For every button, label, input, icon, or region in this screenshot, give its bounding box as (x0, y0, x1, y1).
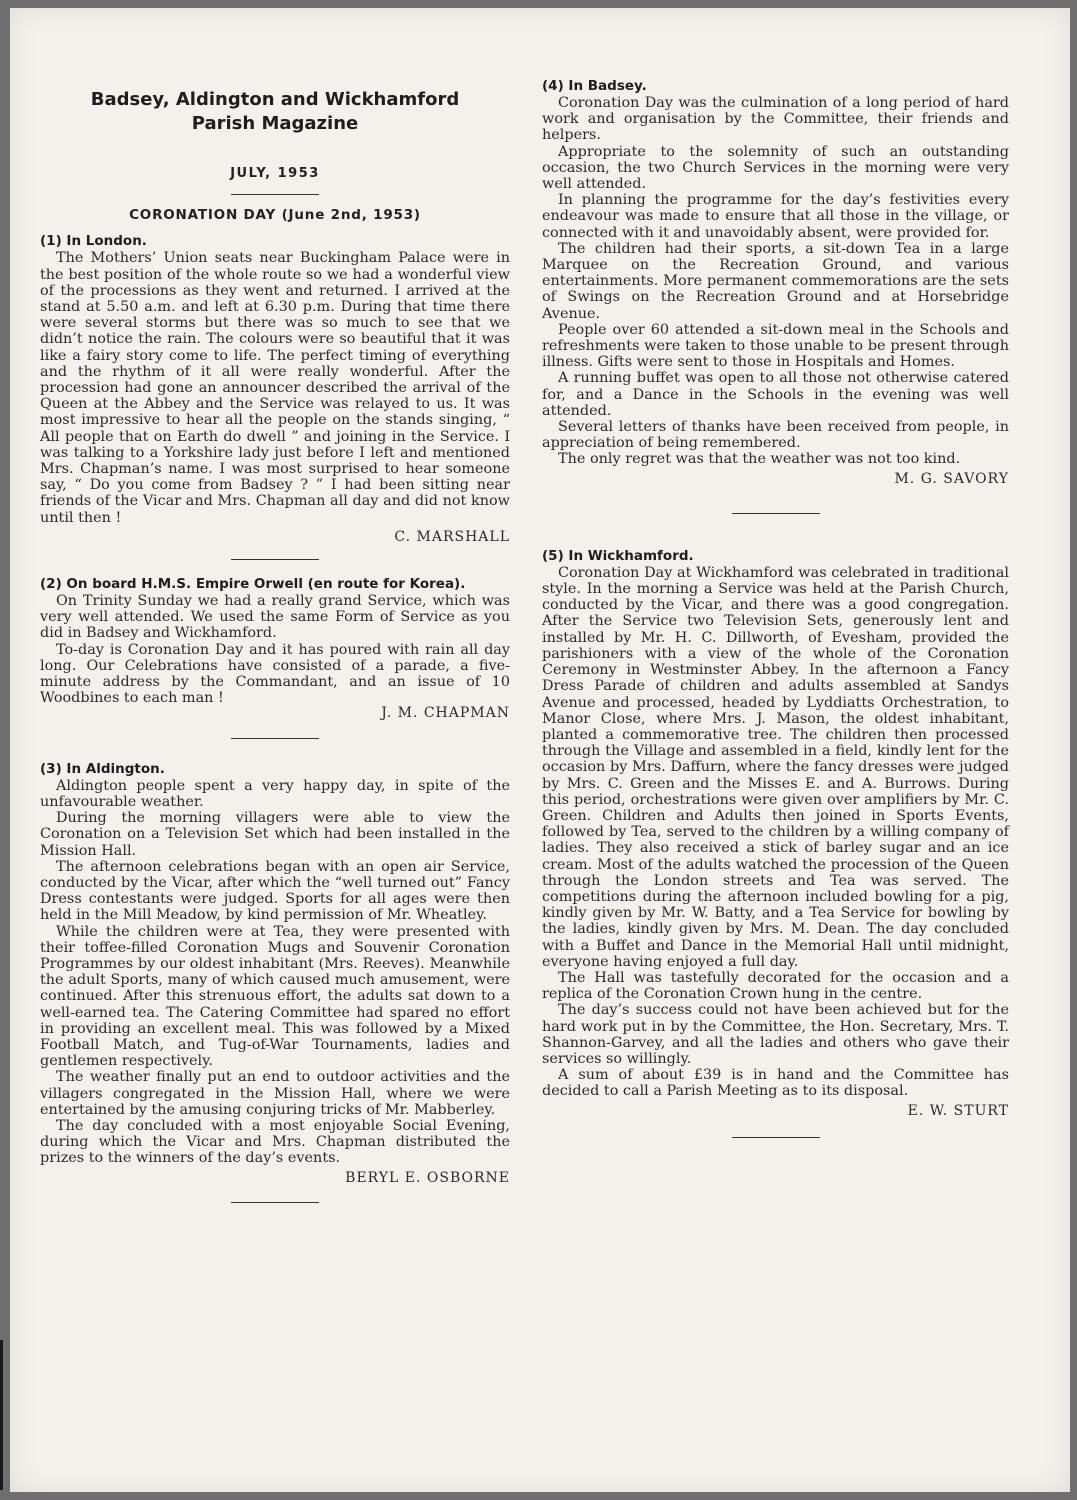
binding-edge (0, 1340, 3, 1490)
article-paragraph: Appropriate to the solemnity of such an outstanding occasion, the two Church Services in the morning were very well attended. (542, 143, 1009, 193)
article-paragraph: Coronation Day at Wickhamford was celebrated in traditional style. In the morning a Service was held at the Parish Church, conducted by the Vicar, and there was a good congregation. After the Service two Television Sets, generously lent and installed by Mr. H. C. Dillworth, of Evesham, provided the parishioners with a view of the whole of the Coronation Ceremony in Westminster Abbey. In the afternoon a Fancy Dress Parade of children and adults assembled at Sandys Avenue and processed, headed by Lyddiatts Orchestration, to Manor Close, where Mrs. J. Mason, the oldest inhabitant, planted a commemorative tree. The children then processed through the Village and assembled in a field, kindly lent for the occasion by Mrs. Daffurn, where the fancy dresses were judged by Mrs. C. Green and the Misses E. and A. Burrows. During this period, orchestrations were given over amplifiers by Mr. C. Green. Children and Adults then joined in Sports Events, followed by Tea, served to the children by a willing company of ladies. They also received a stick of barley sugar and an ice cream. Most of the adults watched the procession of the Queen through the London streets and Tea was served. The competitions during the afternoon included bowling for a pig, kindly given by Mr. W. Batty, and a Tea Service for bowling by the ladies, kindly given by Mrs. M. Dean. The day concluded with a Buffet and Dance in the Memorial Hall until midnight, everyone having enjoyed a full day. (542, 564, 1009, 970)
article-signature: M. G. SAVORY (894, 470, 1009, 487)
article-paragraph: Aldington people spent a very happy day, in spite of the unfavourable weather. (40, 777, 510, 810)
article-london (40, 233, 510, 545)
masthead-line-2: Parish Magazine (191, 113, 359, 134)
article-paragraph: Several letters of thanks have been received from people, in appreciation of being remembered. (542, 419, 1009, 452)
right-column (542, 78, 1009, 1138)
magazine-page (10, 8, 1070, 1492)
article-title: (5) In Wickhamford. (542, 547, 694, 564)
article-paragraph: The day concluded with a most enjoyable Social Evening, during which the Vicar and Mrs. Chapman distributed the prizes to the winners of the day’s events. (40, 1117, 510, 1167)
article-signature: C. MARSHALL (394, 528, 510, 545)
article-signature: J. M. CHAPMAN (381, 705, 510, 722)
divider (231, 1202, 319, 1203)
article-paragraph: The children had their sports, a sit-down Tea in a large Marquee on the Recreation Ground, and various entertainments. More permanent commemorations are the sets of Swings on the Recreation Ground and at Horsebridge Avenue. (542, 240, 1009, 322)
article-signature: E. W. STURT (907, 1102, 1009, 1119)
article-paragraph: While the children were at Tea, they were presented with their toffee-filled Coronation Mugs and Souvenir Coronation Programmes by our oldest inhabitant (Mrs. Reeves). Meanwhile the adult Sports, many of which caused much amusement, were continued. After this strenuous effort, the adults sat down to a well-earned tea. The Catering Committee had spared no effort in providing an excellent meal. This was followed by a Mixed Football Match, and Tug-of-War Tournaments, ladies and gentlemen respectively. (40, 923, 510, 1070)
article-empire-orwell (40, 576, 510, 722)
main-heading: CORONATION DAY (June 2nd, 1953) (129, 207, 421, 224)
article-paragraph: A running buffet was open to all those not otherwise catered for, and a Dance in the Schools in the evening was well attended. (542, 370, 1009, 419)
article-paragraph: The Hall was tastefully decorated for the occasion and a replica of the Coronation Crown hung in the centre. (542, 969, 1009, 1003)
article-badsey (542, 78, 1009, 487)
article-paragraph: In planning the programme for the day’s festivities every endeavour was made to ensure that all those in the village, or connected with it and unavoidably absent, were provided for. (542, 192, 1009, 241)
divider (732, 1137, 820, 1138)
issue-date: JULY, 1953 (230, 166, 320, 181)
article-aldington (40, 761, 510, 1186)
article-wickhamford (542, 548, 1009, 1119)
article-title: (1) In London. (40, 233, 147, 250)
article-paragraph: The day’s success could not have been achieved but for the hard work put in by the Committee, the Hon. Secretary, Mrs. T. Shannon-Garvey, and all the ladies and others who gave their services so willingly. (542, 1002, 1009, 1067)
article-paragraph: During the morning villagers were able to view the Coronation on a Television Set which had been installed in the Mission Hall. (40, 810, 510, 859)
article-paragraph: To-day is Coronation Day and it has poured with rain all day long. Our Celebrations have consisted of a parade, a five-minute address by the Commandant, and an issue of 10 Woodbines to each man ! (40, 641, 510, 707)
divider (732, 513, 820, 514)
article-paragraph: The Mothers’ Union seats near Buckingham Palace were in the best position of the whole route so we had a wonderful view of the processions as they went and returned. I arrived at the stand at 5.50 a.m. and left at 6.30 p.m. During that time there were several storms but there was so much to see that we didn’t notice the rain. The colours were so beautiful that it was like a fairy story come to life. The perfect timing of everything and the rhythm of it all were really wonderful. After the procession had gone an announcer described the arrival of the Queen at the Abbey and the Service was relayed to us. It was most impressive to hear all the people on the stands singing, “ All people that on Earth do dwell ” and joining in the Service. I was talking to a Yorkshire lady just before I left and mentioned Mrs. Chapman’s name. I was most surprised to hear someone say, “ Do you come from Badsey ? ” I had been sitting near friends of the Vicar and Mrs. Chapman all day and did not know until then ! (40, 250, 510, 526)
article-paragraph: Coronation Day was the culmination of a long period of hard work and organisation by the Committee, their friends and helpers. (542, 95, 1009, 144)
masthead-title (40, 88, 510, 136)
article-title: (3) In Aldington. (40, 760, 165, 777)
article-paragraph: People over 60 attended a sit-down meal in the Schools and refreshments were taken to those unable to be present through illness. Gifts were sent to those in Hospitals and Homes. (542, 321, 1009, 371)
divider (231, 559, 319, 560)
article-paragraph: The weather finally put an end to outdoor activities and the villagers congregated in the Mission Hall, where we were entertained by the amusing conjuring tricks of Mr. Mabberley. (40, 1069, 510, 1118)
article-paragraph: The only regret was that the weather was not too kind. (558, 451, 961, 468)
left-column (40, 78, 510, 1203)
article-signature: BERYL E. OSBORNE (345, 1169, 510, 1186)
divider (231, 738, 319, 739)
article-paragraph: On Trinity Sunday we had a really grand Service, which was very well attended. We used the same Form of Service as you did in Badsey and Wickhamford. (40, 593, 510, 642)
divider (231, 194, 319, 195)
masthead-line-1: Badsey, Aldington and Wickhamford (90, 89, 460, 110)
article-title: (2) On board H.M.S. Empire Orwell (en route for Korea). (40, 576, 466, 593)
article-paragraph: The afternoon celebrations began with an open air Service, conducted by the Vicar, after which the “well turned out” Fancy Dress contestants were judged. Sports for all ages were then held in the Mill Meadow, by kind permission of Mr. Wheatley. (40, 858, 510, 924)
article-title: (4) In Badsey. (542, 78, 647, 94)
article-paragraph: A sum of about £39 is in hand and the Committee has decided to call a Parish Meeting as to its disposal. (542, 1067, 1009, 1100)
